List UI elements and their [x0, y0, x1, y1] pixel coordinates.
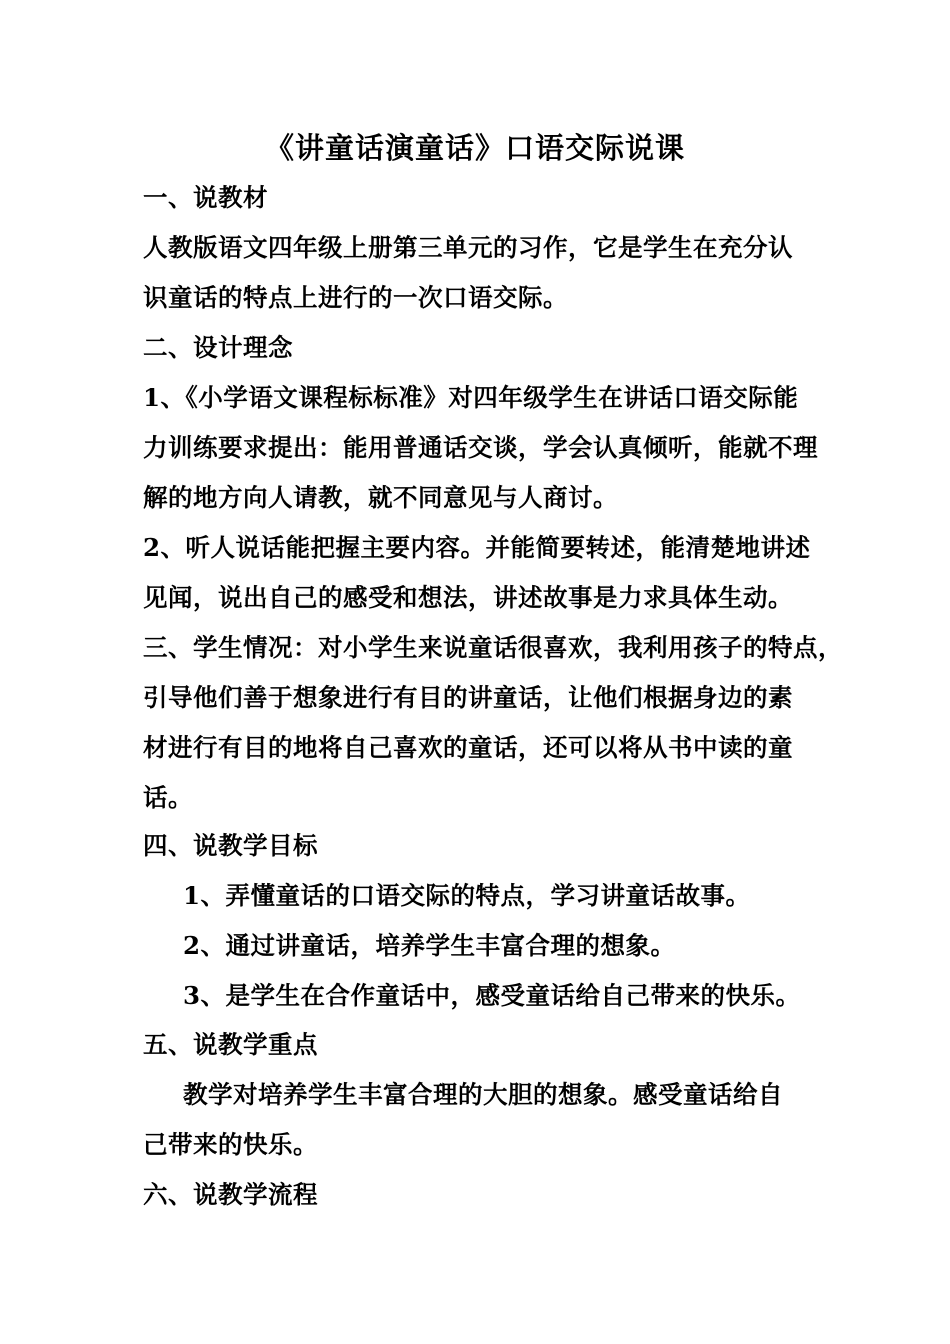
paragraph-line: 力训练要求提出：能用普通话交谈，学会认真倾听，能就不理 [143, 433, 818, 462]
paragraph-line: 1、《小学语文课程标标准》对四年级学生在讲话口语交际能 [143, 383, 799, 412]
paragraph-line: 2、听人说话能把握主要内容。并能简要转述，能清楚地讲述 [143, 533, 811, 562]
document-title: 《讲童话演童话》口语交际说课 [264, 131, 685, 165]
paragraph-line: 识童话的特点上进行的一次口语交际。 [143, 283, 568, 312]
paragraph-line: 见闻，说出自己的感受和想法，讲述故事是力求具体生动。 [143, 583, 793, 612]
paragraph-line: 解的地方向人请教，就不同意见与人商讨。 [143, 483, 618, 512]
goal-item: 1、弄懂童话的口语交际的特点，学习讲童话故事。 [183, 881, 751, 910]
paragraph-line: 己带来的快乐。 [143, 1130, 318, 1159]
goal-item: 2、通过讲童话，培养学生丰富合理的想象。 [183, 931, 676, 960]
goal-item: 3、是学生在合作童话中，感受童话给自己带来的快乐。 [183, 981, 801, 1010]
section-heading: 三、学生情况：对小学生来说童话很喜欢，我利用孩子的特点， [143, 633, 843, 662]
section-heading: 六、说教学流程 [143, 1180, 318, 1209]
paragraph-line: 人教版语文四年级上册第三单元的习作，它是学生在充分认 [143, 233, 793, 262]
paragraph-line: 引导他们善于想象进行有目的讲童话，让他们根据身边的素 [143, 683, 793, 712]
section-heading: 二、设计理念 [143, 333, 293, 362]
section-heading: 一、说教材 [143, 183, 268, 212]
section-heading: 四、说教学目标 [143, 831, 318, 860]
section-heading: 五、说教学重点 [143, 1030, 318, 1059]
paragraph-line: 教学对培养学生丰富合理的大胆的想象。感受童话给自 [183, 1080, 783, 1109]
paragraph-line: 材进行有目的地将自己喜欢的童话，还可以将从书中读的童 [143, 733, 793, 762]
paragraph-line: 话。 [143, 783, 193, 812]
